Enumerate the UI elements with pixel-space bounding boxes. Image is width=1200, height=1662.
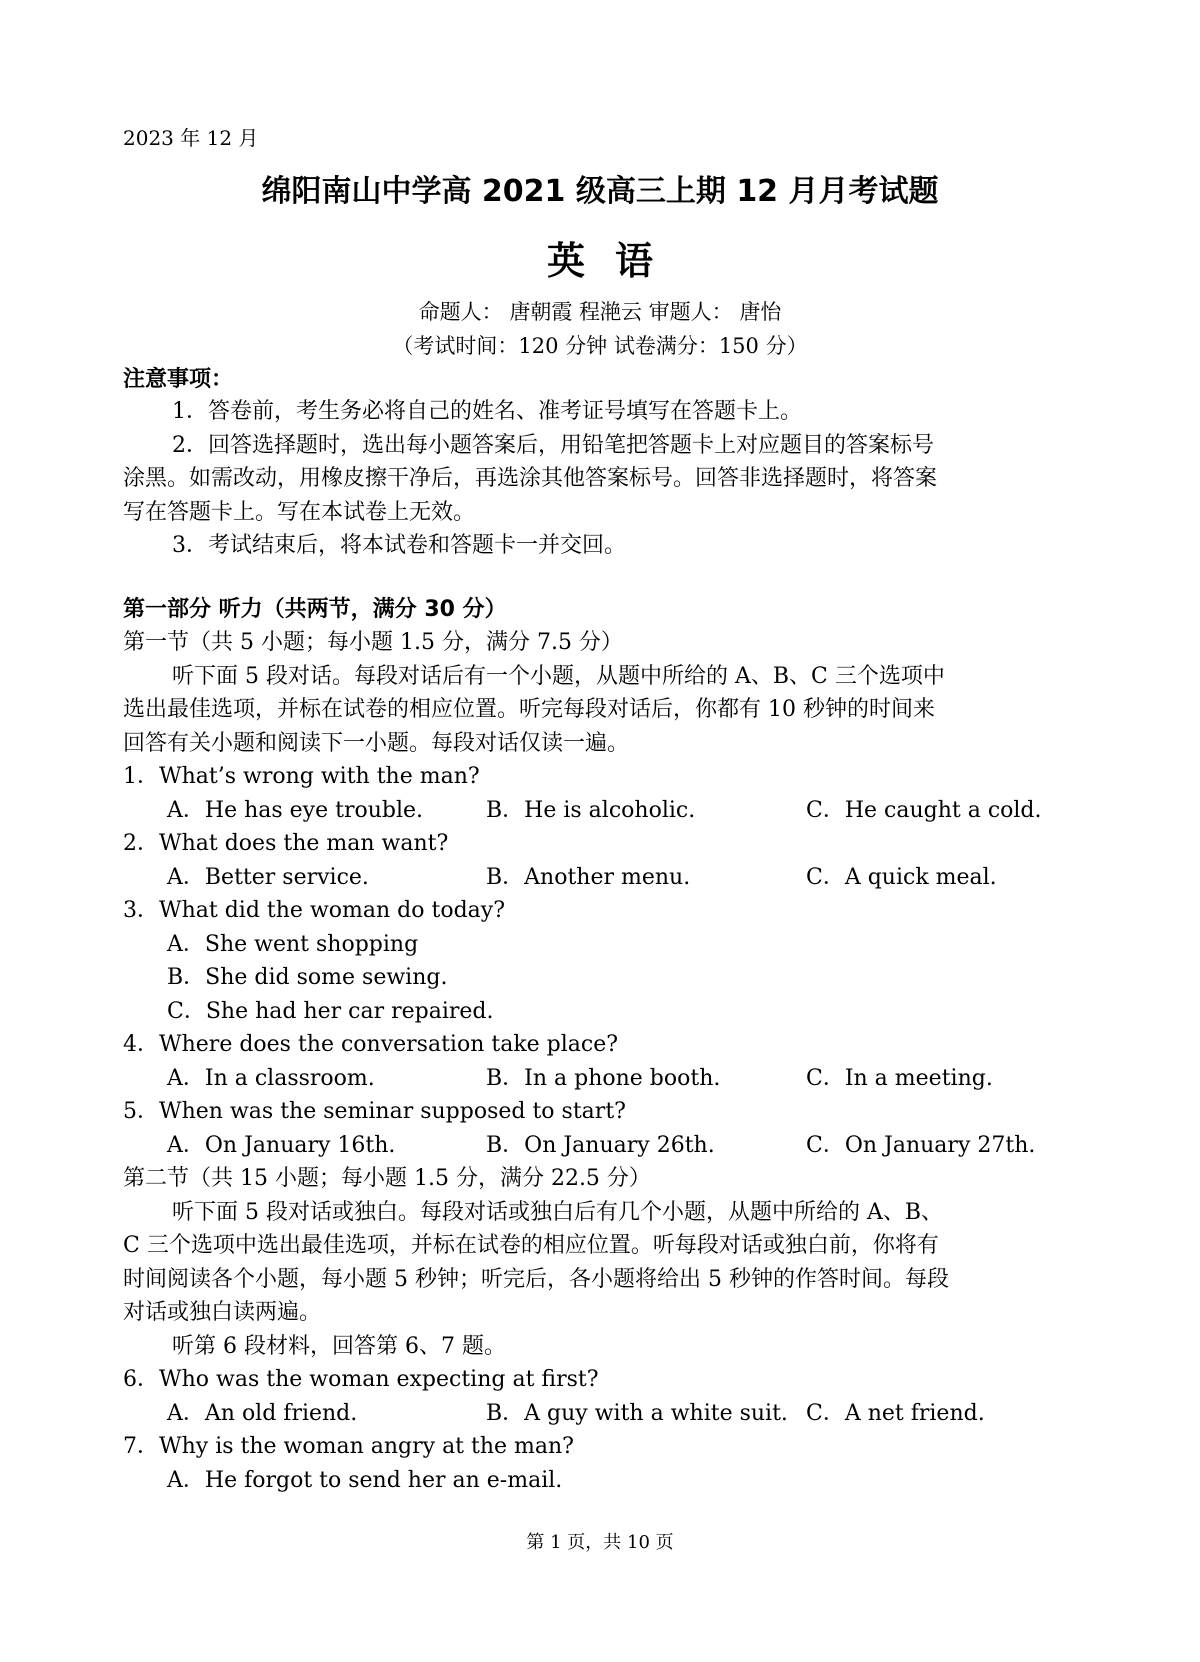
question-6-stem: 6．Who was the woman expecting at first? bbox=[123, 1367, 599, 1392]
section1-heading: 第一节（共 5 小题；每小题 1.5 分，满分 7.5 分） bbox=[123, 630, 623, 655]
question-2-option-b: B．Another menu. bbox=[486, 864, 691, 890]
question-1-option-a: A．He has eye trouble. bbox=[167, 797, 424, 823]
question-4-options bbox=[123, 1062, 1083, 1096]
exam-authors: 命题人： 唐朝霞 程滟云 审题人： 唐怡 bbox=[418, 300, 782, 324]
note-item-2-line-3: 写在答题卡上。写在本试卷上无效。 bbox=[123, 499, 476, 525]
question-2-option-c: C．A quick meal. bbox=[806, 864, 997, 890]
exam-title: 绵阳南山中学高 2021 级高三上期 12 月月考试题 bbox=[261, 174, 939, 209]
question-3-option-c: C．She had her car repaired. bbox=[167, 998, 494, 1024]
material-6-instruction: 听第 6 段材料，回答第 6、7 题。 bbox=[172, 1333, 506, 1359]
question-7-option-a: A．He forgot to send her an e-mail. bbox=[167, 1467, 563, 1493]
note-item-2-line-1: 2．回答选择题时，选出每小题答案后，用铅笔把答题卡上对应题目的答案标号 bbox=[172, 432, 934, 458]
question-3-option-b: B．She did some sewing. bbox=[167, 965, 448, 990]
question-7-stem: 7．Why is the woman angry at the man? bbox=[123, 1434, 574, 1459]
section1-instruction-line-3: 回答有关小题和阅读下一小题。每段对话仅读一遍。 bbox=[123, 730, 630, 756]
question-3-option-b-row bbox=[123, 961, 1083, 995]
question-4-option-a: A．In a classroom. bbox=[167, 1065, 375, 1091]
question-3-option-a-row bbox=[123, 928, 1083, 962]
question-5-stem: 5．When was the seminar supposed to start? bbox=[123, 1099, 626, 1124]
note-item-1: 1．答卷前，考生务必将自己的姓名、准考证号填写在答题卡上。 bbox=[172, 399, 802, 424]
question-3-option-c-row bbox=[123, 995, 1083, 1029]
section1-instruction-line-1: 听下面 5 段对话。每段对话后有一个小题，从题中所给的 A、B、C 三个选项中 bbox=[172, 663, 945, 689]
exam-date: 2023 年 12 月 bbox=[123, 126, 259, 150]
note-item-3: 3．考试结束后，将本试卷和答题卡一并交回。 bbox=[172, 533, 626, 558]
question-5-option-a: A．On January 16th. bbox=[167, 1132, 396, 1158]
question-7-option-a-row bbox=[123, 1464, 1083, 1498]
question-2-stem: 2．What does the man want? bbox=[123, 831, 449, 856]
question-2-option-a: A．Better service. bbox=[167, 864, 369, 890]
question-1-stem: 1．What’s wrong with the man? bbox=[123, 764, 480, 789]
question-3-stem: 3．What did the woman do today? bbox=[123, 898, 505, 923]
section2-instruction-line-3: 时间阅读各个小题，每小题 5 秒钟；听完后，各小题将给出 5 秒钟的作答时间。每段 bbox=[123, 1266, 949, 1292]
question-4-option-b: B．In a phone booth. bbox=[486, 1065, 721, 1091]
question-1-option-c: C．He caught a cold. bbox=[806, 797, 1042, 823]
question-5-option-c: C．On January 27th. bbox=[806, 1132, 1036, 1158]
question-5-options bbox=[123, 1129, 1083, 1163]
question-2-options bbox=[123, 861, 1083, 895]
exam-subject: 英语 bbox=[546, 239, 683, 283]
exam-content bbox=[123, 395, 1083, 1497]
question-6-option-c: C．A net friend. bbox=[806, 1400, 985, 1426]
question-4-option-c: C．In a meeting. bbox=[806, 1065, 993, 1091]
section2-instruction-line-4: 对话或独白读两遍。 bbox=[123, 1300, 322, 1325]
question-6-option-a: A．An old friend. bbox=[167, 1400, 358, 1426]
question-3-option-a: A．She went shopping bbox=[167, 931, 419, 957]
question-4-stem: 4．Where does the conversation take place? bbox=[123, 1032, 619, 1057]
notes-heading: 注意事项： bbox=[123, 367, 234, 392]
question-1-option-b: B．He is alcoholic. bbox=[486, 797, 696, 823]
section2-heading: 第二节（共 15 小题；每小题 1.5 分，满分 22.5 分） bbox=[123, 1166, 651, 1191]
part1-heading: 第一部分 听力（共两节，满分 30 分） bbox=[123, 596, 507, 622]
exam-time-score: （考试时间：120 分钟 试卷满分：150 分） bbox=[392, 334, 808, 358]
question-6-option-b: B．A guy with a white suit. bbox=[486, 1400, 788, 1426]
question-6-options bbox=[123, 1397, 1083, 1431]
spacer bbox=[123, 563, 1083, 593]
section2-instruction-line-1: 听下面 5 段对话或独白。每段对话或独白后有几个小题，从题中所给的 A、B、 bbox=[172, 1199, 944, 1225]
section2-instruction-line-2: C 三个选项中选出最佳选项，并标在试卷的相应位置。听每段对话或独白前，你将有 bbox=[123, 1233, 939, 1258]
note-item-2-line-2: 涂黑。如需改动，用橡皮擦干净后，再选涂其他答案标号。回答非选择题时，将答案 bbox=[123, 466, 938, 491]
question-1-options bbox=[123, 794, 1083, 828]
section1-instruction-line-2: 选出最佳选项，并标在试卷的相应位置。听完每段对话后，你都有 10 秒钟的时间来 bbox=[123, 697, 935, 722]
question-5-option-b: B．On January 26th. bbox=[486, 1132, 715, 1158]
page-footer: 第 1 页，共 10 页 bbox=[526, 1532, 674, 1553]
